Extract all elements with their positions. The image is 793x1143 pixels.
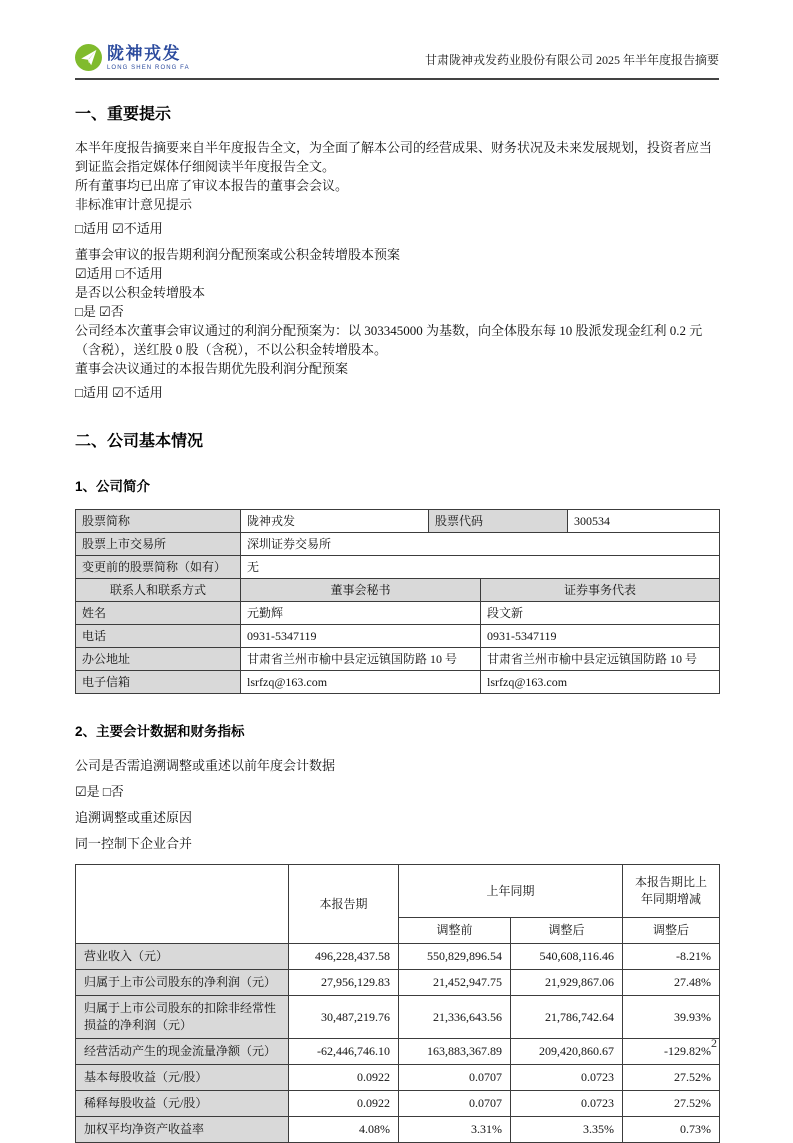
label-reserve-conversion: 是否以公积金转增股本 [75,285,206,300]
table-row [76,1091,720,1117]
value-before: 0.0707 [399,1091,511,1117]
value-after: 0.0723 [511,1065,623,1091]
value-before: 163,883,367.89 [399,1039,511,1065]
representative-address: 甘肃省兰州市榆中县定远镇国防路 10 号 [481,648,720,671]
value-before: 550,829,896.54 [399,944,511,970]
value-change: 27.48% [623,970,720,996]
page-header [75,0,719,80]
logo-text [107,45,190,71]
representative-header-label: 证券事务代表 [481,579,720,602]
column-header-before-adjust: 调整前 [399,918,511,944]
corner-cell [76,865,289,944]
table-header-row [76,865,720,918]
value-change: 27.52% [623,1091,720,1117]
value-after: 21,929,867.06 [511,970,623,996]
checkbox-restatement: ☑是 □否 [75,784,124,799]
value-current: 30,487,219.76 [289,996,399,1039]
value-change: 27.52% [623,1065,720,1091]
column-header-change: 本报告期比上年同期增减 [623,865,720,918]
value-before: 3.31% [399,1117,511,1143]
table-row [76,602,720,625]
table-row [76,625,720,648]
value-change: -8.21% [623,944,720,970]
value-before: 21,336,643.56 [399,996,511,1039]
secretary-email: lsrfzq@163.com [241,671,481,694]
row-label: 稀释每股收益（元/股） [76,1091,289,1117]
row-label: 归属于上市公司股东的扣除非经常性损益的净利润（元） [76,996,289,1039]
row-label: 加权平均净资产收益率 [76,1117,289,1143]
subsection-financial-data-title: 2、主要会计数据和财务指标 [75,724,245,739]
financial-indicators-table [75,864,720,1143]
value-after: 209,420,860.67 [511,1039,623,1065]
column-header-current-period: 本报告期 [289,865,399,944]
label-restatement-reason: 追溯调整或重述原因 [75,810,193,825]
company-logo [75,44,190,71]
contact-row-label: 电子信箱 [76,671,241,694]
value-after: 3.35% [511,1117,623,1143]
column-header-after-adjust: 调整后 [511,918,623,944]
value-after: 540,608,116.46 [511,944,623,970]
stock-code-label: 股票代码 [429,510,568,533]
value-current: 4.08% [289,1117,399,1143]
former-name-label: 变更前的股票简称（如有） [76,556,241,579]
value-after: 21,786,742.64 [511,996,623,1039]
checkbox-preferred-applicability: □适用 ☑不适用 [75,385,163,400]
table-row [76,1117,720,1143]
former-name-value: 无 [241,556,720,579]
row-label: 经营活动产生的现金流量净额（元） [76,1039,289,1065]
contact-row-label: 姓名 [76,602,241,625]
column-header-change-after-adjust: 调整后 [623,918,720,944]
value-current: 496,228,437.58 [289,944,399,970]
stock-name-label: 股票简称 [76,510,241,533]
table-row [76,996,720,1039]
value-current: 0.0922 [289,1091,399,1117]
row-label: 基本每股收益（元/股） [76,1065,289,1091]
page-number: 2 [711,1036,717,1050]
secretary-header-label: 董事会秘书 [241,579,481,602]
label-nonstandard-audit: 非标准审计意见提示 [75,197,193,212]
value-change: -129.82% [623,1039,720,1065]
checkbox-dividend-applicability: ☑适用 □不适用 [75,266,163,281]
secretary-phone: 0931-5347119 [241,625,481,648]
logo-en-name: LONG SHEN RONG FA [107,64,190,71]
value-current: 0.0922 [289,1065,399,1091]
contact-row-label: 办公地址 [76,648,241,671]
stock-code-value: 300534 [568,510,720,533]
table-row [76,579,720,602]
table-row [76,533,720,556]
company-profile-table [75,509,720,694]
label-preferred-dividend-plan: 董事会决议通过的本报告期优先股利润分配预案 [75,361,349,376]
value-before: 21,452,947.75 [399,970,511,996]
paper-plane-logo-icon [75,44,102,71]
subsection-company-profile-title: 1、公司简介 [75,479,151,494]
table-row [76,556,720,579]
table-row [76,1039,720,1065]
representative-name: 段文新 [481,602,720,625]
exchange-label: 股票上市交易所 [76,533,241,556]
checkbox-audit-applicability: □适用 ☑不适用 [75,221,163,236]
paragraph-summary-notice: 本半年度报告摘要来自半年度报告全文，为全面了解本公司的经营成果、财务状况及未来发展规划，投资者应当到证监会指定媒体仔细阅读半年度报告全文。 [75,140,713,174]
representative-phone: 0931-5347119 [481,625,720,648]
stock-name-value: 陇神戎发 [241,510,429,533]
table-row [76,970,720,996]
column-header-prior-period: 上年同期 [399,865,623,918]
section-2-title: 二、公司基本情况 [75,433,204,450]
paragraph-profit-distribution-plan: 公司经本次董事会审议通过的利润分配预案为：以 303345000 为基数，向全体股东每 10 股派发现金红利 0.2 元（含税），送红股 0 股（含税），不以公积金转增股本。 [75,323,703,357]
paragraph-directors-attendance: 所有董事均已出席了审议本报告的董事会会议。 [75,178,349,193]
secretary-name: 元勤辉 [241,602,481,625]
label-restatement-question: 公司是否需追溯调整或重述以前年度会计数据 [75,758,336,773]
value-current: -62,446,746.10 [289,1039,399,1065]
secretary-address: 甘肃省兰州市榆中县定远镇国防路 10 号 [241,648,481,671]
label-dividend-plan: 董事会审议的报告期利润分配预案或公积金转增股本预案 [75,247,401,262]
table-row [76,510,720,533]
logo-cn-name: 陇神戎发 [107,43,181,63]
table-row [76,648,720,671]
restatement-reason-value: 同一控制下企业合并 [75,836,193,851]
row-label: 归属于上市公司股东的净利润（元） [76,970,289,996]
table-row [76,671,720,694]
checkbox-reserve-conversion: □是 ☑否 [75,304,124,319]
table-row [76,1065,720,1091]
contact-header-label: 联系人和联系方式 [76,579,241,602]
value-change: 39.93% [623,996,720,1039]
row-label: 营业收入（元） [76,944,289,970]
section-1-title: 一、重要提示 [75,106,172,123]
exchange-value: 深圳证券交易所 [241,533,720,556]
value-current: 27,956,129.83 [289,970,399,996]
value-change: 0.73% [623,1117,720,1143]
document-title: 甘肃陇神戎发药业股份有限公司 2025 年半年度报告摘要 [424,53,719,67]
value-before: 0.0707 [399,1065,511,1091]
contact-row-label: 电话 [76,625,241,648]
value-after: 0.0723 [511,1091,623,1117]
table-row [76,944,720,970]
representative-email: lsrfzq@163.com [481,671,720,694]
